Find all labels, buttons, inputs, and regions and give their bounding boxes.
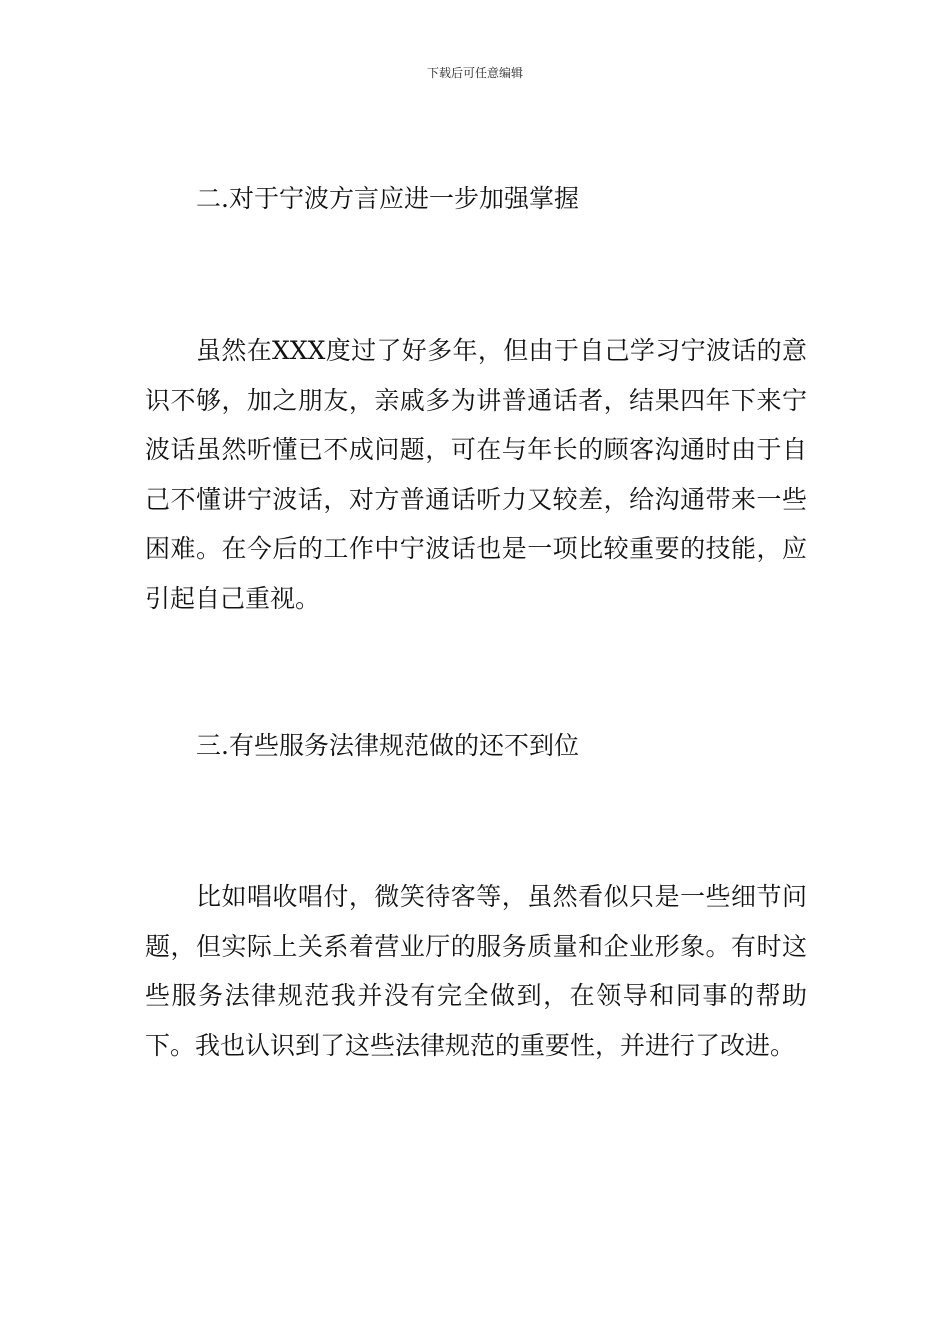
section-heading-dialect: 二.对于宁波方言应进一步加强掌握 (196, 184, 579, 213)
paragraph-service-standards: 比如唱收唱付，微笑待客等，虽然看似只是一些细节问题，但实际上关系着营业厅的服务质量和企业形象。有时这些服务法律规范我并没有完全做到，在领导和同事的帮助下。我也认识到了这些法律规范的重要性，并进行了改进。 (145, 882, 807, 1060)
section-heading-service-standards: 三.有些服务法律规范做的还不到位 (196, 731, 579, 760)
paragraph-dialect: 虽然在XXX度过了好多年，但由于自己学习宁波话的意识不够，加之朋友，亲戚多为讲普通话者，结果四年下来宁波话虽然听懂已不成问题，可在与年长的顾客沟通时由于自己不懂讲宁波话，对方普通话听力又较差，给沟通带来一些困难。在今后的工作中宁波话也是一项比较重要的技能，应引起自己重视。 (145, 336, 807, 613)
page-header: 下载后可任意编辑 (426, 66, 523, 80)
